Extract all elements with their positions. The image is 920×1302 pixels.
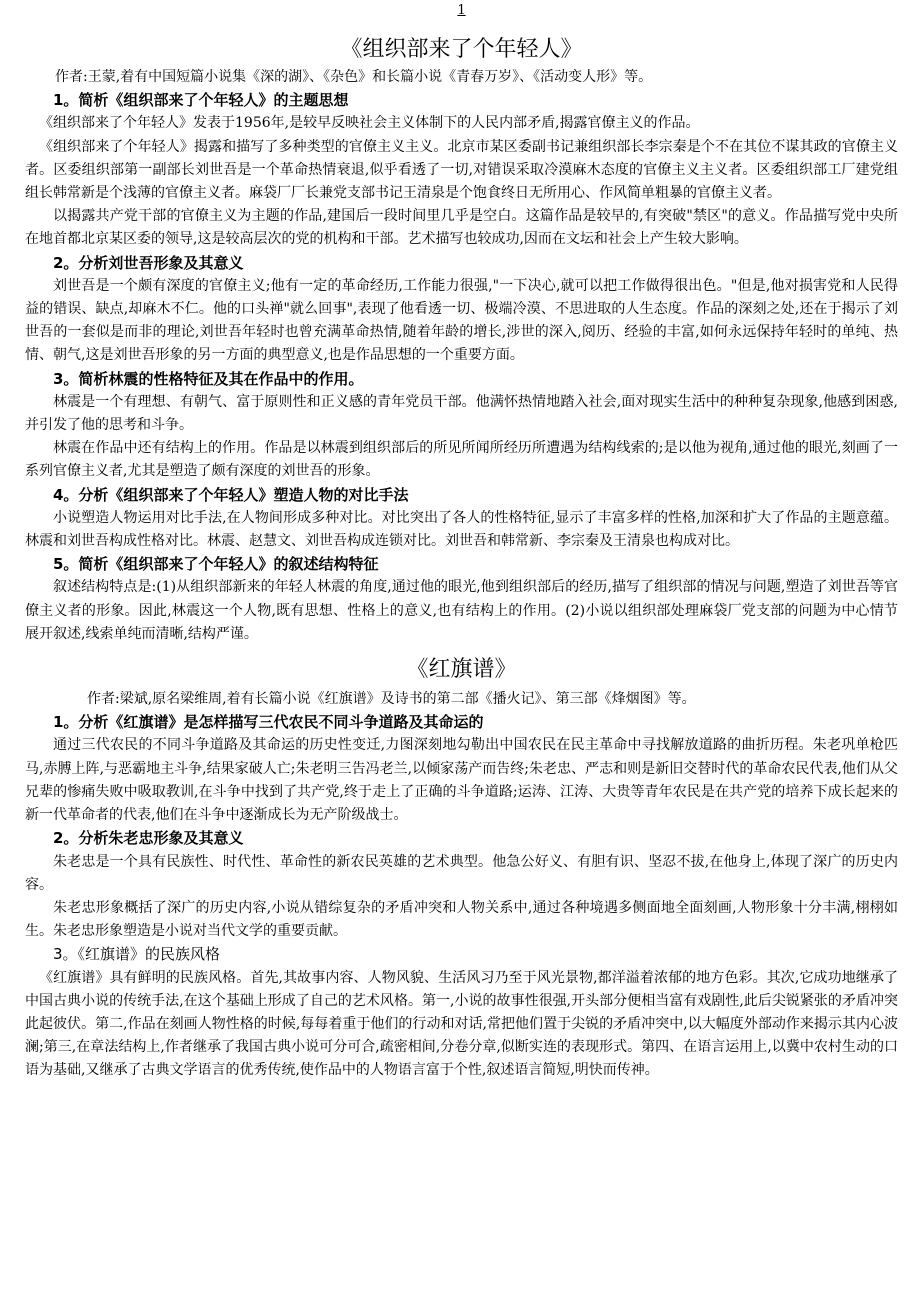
section1-title: 《组织部来了个年轻人》 bbox=[340, 37, 583, 62]
section2-q3-para-1: 《红旗谱》具有鲜明的民族风格。首先,其故事内容、人物风貌、生活风习乃至于风光景物,都洋溢着浓郁的地方色彩。其次,它成功地继承了中国古典小说的传统手法,在这个基础上形成了自己的艺术风格。第一,小说的故事性很强,开头部分便相当富有戏剧性,此后尖锐紧张的矛盾冲突此起彼伏。第二,作品在刻画人物性格的时候,每每着重于他们的行动和对话,常把他们置于尖锐的矛盾冲突中,以大幅度外部动作来揭示其内心波澜;第三,在章法结构上,作者继承了我国古典小说可分可合,疏密相间,分卷分章,似断实连的表现形式。第四、在语言运用上,以冀中农村生动的口语为基础,又继承了古典文学语言的优秀传统,使作品中的人物语言富于个性,叙述语言简短,明快而传神。 bbox=[25, 969, 898, 1079]
section2-q2-heading: 2。分析朱老忠形象及其意义 bbox=[53, 829, 244, 848]
section1-q3-heading: 3。简析林震的性格特征及其在作品中的作用。 bbox=[53, 369, 364, 388]
section1-q2-para-1: 刘世吾是一个颇有深度的官僚主义;他有一定的革命经历,工作能力很强,"一下决心,就可以把工作做得很出色。"但是,他对损害党和人民得益的错误、缺点,却麻木不仁。他的口头禅"就么回事",表现了他看透一切、极端冷漠、不思进取的人生态度。作品的深刻之处,还在于揭示了刘世吾的一套似是而非的理论,刘世吾年轻时也曾充满革命热情,随着年龄的增长,涉世的深入,阅历、经验的丰富,如何永远保持年轻时的单纯、热情、朝气,这是刘世吾形象的另一方面的典型意义,也是作品思想的一个重要方面。 bbox=[25, 277, 898, 364]
section1-q2-heading: 2。分析刘世吾形象及其意义 bbox=[53, 253, 244, 272]
section1-q1-para-3: 以揭露共产党干部的官僚主义为主题的作品,建国后一段时间里几乎是空白。这篇作品是较早的,有突破"禁区"的意义。作品描写党中央所在地首都北京某区委的领导,这是较高层次的党的机构和干部。艺术描写也较成功,因而在文坛和社会上产生较大影响。 bbox=[25, 208, 898, 248]
section2-author: 作者:梁斌,原名梁维周,着有长篇小说《红旗谱》及诗书的第二部《播火记》、第三部《烽烟图》等。 bbox=[87, 691, 696, 708]
section2-title: 《红旗谱》 bbox=[406, 657, 517, 683]
section1-q3-para-1: 林震是一个有理想、有朝气、富于原则性和正义感的青年党员干部。他满怀热情地踏入社会,面对现实生活中的种种复杂现象,他感到困惑,并引发了他的思考和斗争。 bbox=[25, 393, 898, 434]
section1-q5-para-1: 叙述结构特点是:(1)从组织部新来的年轻人林震的角度,通过他的眼光,他到组织部后的经历,描写了组织部的情况与问题,塑造了刘世吾等官僚主义者的形象。因此,林震这一个人物,既有思想、性格上的意义,也有结构上的作用。(2)小说以组织部处理麻袋厂党支部的问题为中心情节展开叙述,线索单纯而清晰,结构严谨。 bbox=[25, 579, 898, 642]
section1-q1-heading: 1。简析《组织部来了个年轻人》的主题思想 bbox=[53, 91, 349, 110]
section1-q4-heading: 4。分析《组织部来了个年轻人》塑造人物的对比手法 bbox=[53, 485, 409, 504]
section1-q1-para-2: 《组织部来了个年轻人》揭露和描写了多种类型的官僚主义主义。北京市某区委副书记兼组织部长李宗秦是个不在其位不谋其政的官僚主义者。区委组织部第一副部长刘世吾是一个革命热情衰退,似乎看透了一切,对错误采取冷漠麻木态度的官僚主义主义者。区委组织部工厂建党组组长韩常新是个浅薄的官僚主义者。麻袋厂厂长兼党支部书记王清泉是个饱食终日无所用心、作风简单粗暴的官僚主义者。 bbox=[25, 138, 898, 202]
section2-q3-heading: 3。《红旗谱》的民族风格 bbox=[53, 945, 221, 964]
section1-q1-para-1: 《组织部来了个年轻人》发表于1956年,是较早反映社会主义体制下的人民内部矛盾,揭露官僚主义的作品。 bbox=[39, 115, 700, 132]
section2-q1-para-1: 通过三代农民的不同斗争道路及其命运的历史性变迁,力图深刻地勾勒出中国农民在民主革命中寻找解放道路的曲折历程。朱老巩单枪匹马,赤膊上阵,与恶霸地主斗争,结果家破人亡;朱老明三告冯老兰,以倾家荡产而告终;朱老忠、严志和则是新旧交替时代的革命农民代表,他们从父兄辈的惨痛失败中吸取教训,在斗争中找到了共产党,终于走上了正确的斗争道路;运涛、江涛、大贵等青年农民是在共产党的培养下成长起来的新一代革命者的代表,他们在斗争中逐渐成长为无产阶级战士。 bbox=[25, 737, 898, 824]
section1-q3-para-2: 林震在作品中还有结构上的作用。作品是以林震到组织部后的所见所闻所经历所遭遇为结构线索的;是以他为视角,通过他的眼光,刻画了一系列官僚主义者,尤其是塑造了颇有深度的刘世吾的形象。 bbox=[25, 440, 898, 480]
section1-q4-para-1: 小说塑造人物运用对比手法,在人物间形成多种对比。对比突出了各人的性格特征,显示了丰富多样的性格,加深和扩大了作品的主题意蕴。林震和刘世吾构成性格对比。林震、赵慧文、刘世吾构成连锁对比。刘世吾和韩常新、李宗秦及王清泉也构成对比。 bbox=[25, 509, 898, 550]
section2-q2-para-1: 朱老忠是一个具有民族性、时代性、革命性的新农民英雄的艺术典型。他急公好义、有胆有识、坚忍不拔,在他身上,体现了深广的历史内容。 bbox=[25, 853, 898, 893]
section2-q2-para-2: 朱老忠形象概括了深广的历史内容,小说从错综复杂的矛盾冲突和人物关系中,通过各种境遇多侧面地全面刻画,人物形象十分丰满,栩栩如生。朱老忠形象塑造是小说对当代文学的重要贡献。 bbox=[25, 899, 898, 940]
page-number: 1 bbox=[457, 3, 466, 18]
section1-author: 作者:王蒙,着有中国短篇小说集《深的湖》、《杂色》和长篇小说《青春万岁》、《活动变人形》等。 bbox=[55, 69, 653, 85]
section2-q1-heading: 1。分析《红旗谱》是怎样描写三代农民不同斗争道路及其命运的 bbox=[53, 713, 484, 732]
section1-q5-heading: 5。简析《组织部来了个年轻人》的叙述结构特征 bbox=[53, 555, 379, 574]
